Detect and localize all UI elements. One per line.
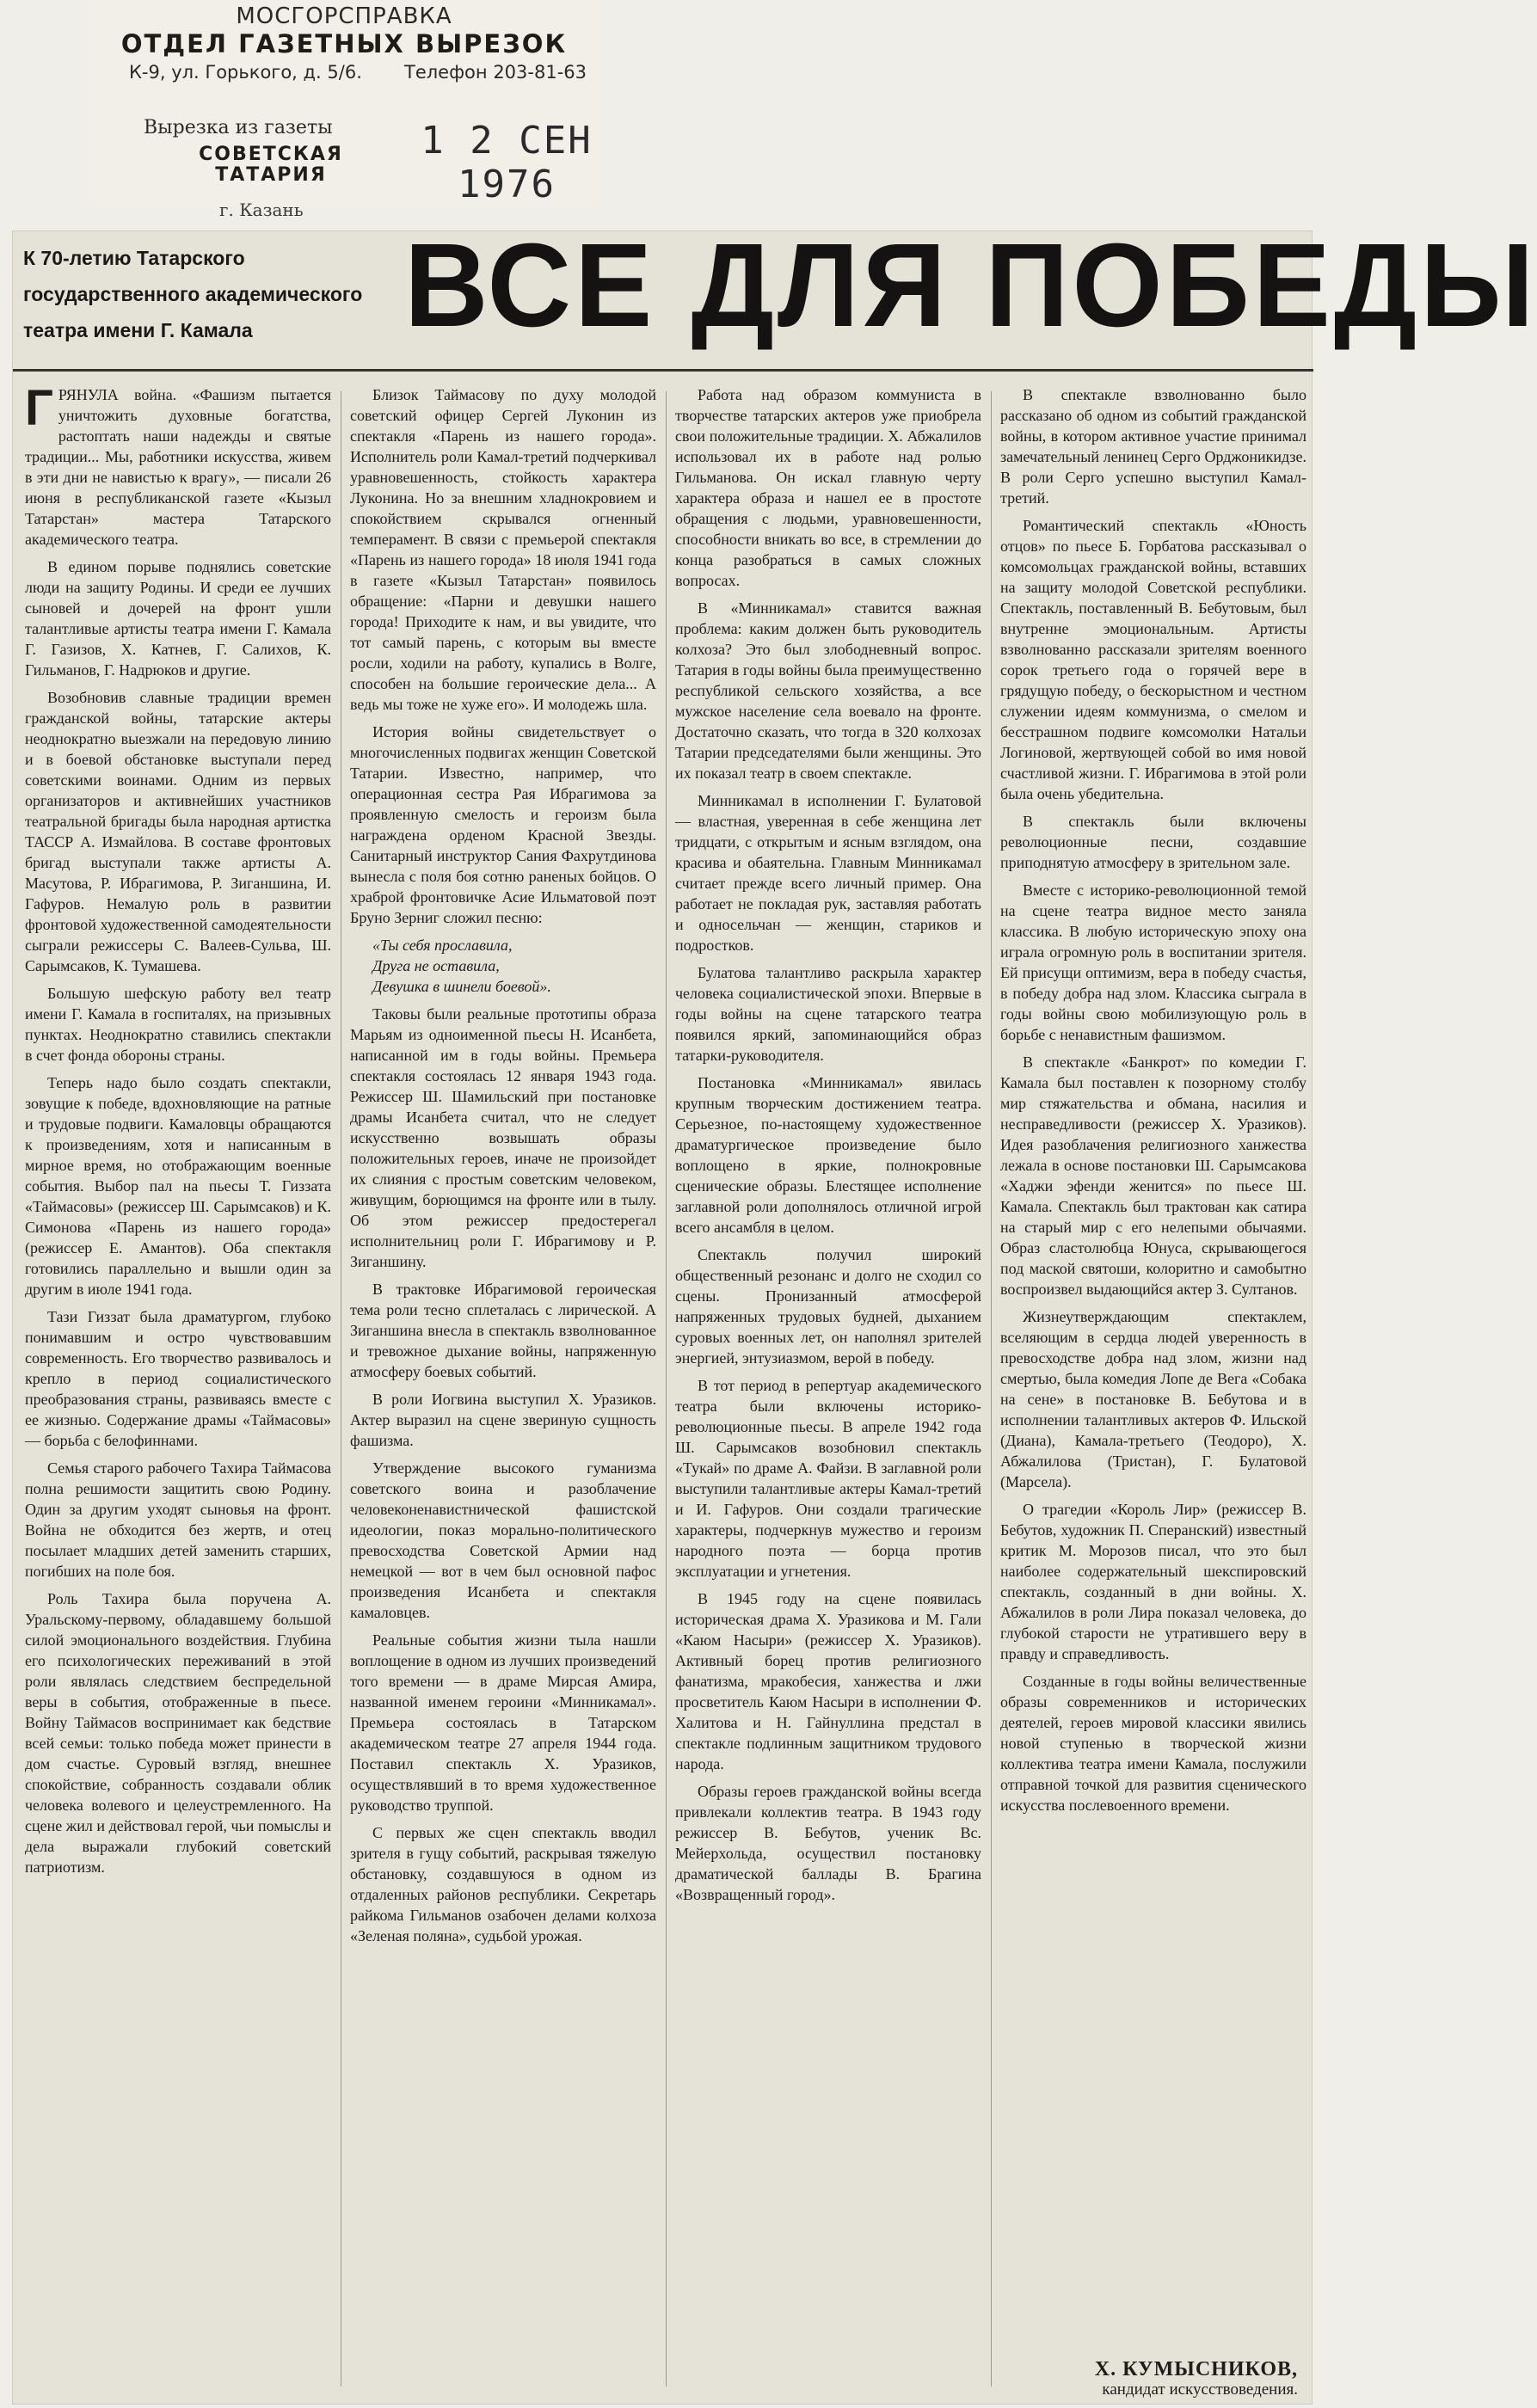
paragraph: Булатова талантливо раскрыла характер человека социалистической эпохи. Впервые в годы войны на сцене татарского театра появился яркий, запоминающийся образ татарки-руководителя. [675,964,981,1064]
paragraph: Близок Таймасову по духу молодой советский офицер Сергей Луконин из спектакля «Парень из нашего города». Исполнитель роли Камал-третий подчеркивал уравновешенность, стойкость характера Луконина. Но за внешним хладнокровием и спокойствием скрывался огненный темперамент. В связи с премьерой спектакля «Парень из нашего города» 18 июля 1941 года в газете «Кызыл Татарстан» появилось обращение: «Парни и девушки нашего города! Приходите к нам, и вы увидите, что тот самый парень, с которым вы вместе росли, ходили на работу, купались в Волге, способен на большие героические дела... А ведь мы тоже не хуже его». И молодежь шла. [350,386,656,713]
paragraph: Возобновив славные традиции времен гражданской войны, татарские актеры неоднократно выезжали на передовую линию и в боевой обстановке выступали перед советскими воинами. Одним из первых организаторов и активнейших участников театральной бригады была народная артистка ТАССР А. Измайлова. В составе фронтовых бригад выступали также артисты А. Масутова, Р. Ибрагимова, Р. Зиганшина, И. Гафуров. Немалую роль в развитии фронтовой художественной самодеятельности сыграли режиссеры С. Валеев-Сульва, Ш. Сарымсаков, К. Тумашева. [25,689,331,974]
stamp-date: 1 2 СЕН 1976 [421,119,593,206]
headline-rule [13,369,1313,372]
paragraph: В спектакле взволнованно было рассказано об одном из событий гражданской войны, в котором активное участие принимал замечательный ленинец Серго Орджоникидзе. В роли Серго успешно выступил Камал-третий. [1000,386,1306,507]
article-columns [13,380,1313,2405]
verse-line: «Ты себя прославила, [372,937,513,954]
paragraph: В тот период в репертуар академического театра были включены историко-революционные пьесы. В апреле 1942 года Ш. Сарымсаков возобновил спектакль «Тукай» по драме А. Файзи. В заглавной роли выступили талантливые актеры Камал-третий и И. Гафуров. Они создали трагические характеры, подчеркнув мужество и героизм народного поэта — борца против эксплуатации и угнетения. [675,1377,981,1580]
paragraph: В едином порыве поднялись советские люди на защиту Родины. И среди ее лучших сыновей и дочерей на фронт ушли талантливые артисты театра имени Г. Камала Г. Газизов, Х. Катнев, Г. Салихов, К. Гильманов, Г. Надрюков и другие. [25,558,331,679]
paragraph: Минникамал в исполнении Г. Булатовой — властная, уверенная в себе женщина лет тридцати, с открытым и ясным взглядом, она красива и обаятельна. Главным Минникамал считает прежде всего личный пример. Она работает не покладая рук, заставляя работать и односельчан — женщин, стариков и подростков. [675,792,981,954]
paragraph: Семья старого рабочего Тахира Таймасова полна решимости защитить свою Родину. Один за другим уходят сыновья на фронт. Война не обходится без жертв, и отец посылает младших детей заменить старших, погибших на поле боя. [25,1459,331,1580]
paragraph: Роль Тахира была поручена А. Уральскому-первому, обладавшему большой силой эмоционального воздействия. Глубина его психологических переживаний в этой роли являлась следствием беспредельной веры в события, отображенные в пьесе. Войну Таймасов воспринимает как бедствие всей семьи: только победа может принести в дом счастье. Суровый взгляд, внешнее спокойствие, собранность создавали облик человека волевого и целеустремленного. На сцене жил и действовал герой, чьи помыслы и дела выражали глубокий советский патриотизм. [25,1590,331,1876]
paragraph: Большую шефскую работу вел театр имени Г. Камала в госпиталях, на призывных пунктах. Неоднократно ставились спектакли в счет фонда обороны страны. [25,985,331,1064]
paragraph: Тази Гиззат была драматургом, глубоко понимавшим и остро чувствовавшим современность. Его творчество развивалось и крепло в период социалистического преобразования страны, развиваясь вместе с ее жизнью. Содержание драмы «Таймасовы» — борьба с белофиннами. [25,1308,331,1449]
newspaper-clipping [12,219,1537,2405]
paragraph: О трагедии «Король Лир» (режиссер В. Бебутов, художник П. Сперанский) известный критик М. Морозов писал, что это был наиболее содержательный шекспировский спектакль, созданный в дни войны. Х. Абжалилов в роли Лира показал человека, до глубокой старости не утратившего веру в правду и справедливость. [1000,1501,1306,1662]
clipping-service-stamp [90,0,598,220]
drop-cap: Г [25,380,53,436]
column-separator [666,391,667,2386]
column-separator [991,391,992,2386]
paragraph: С первых же сцен спектакль вводил зрителя в гущу событий, раскрывая тяжелую обстановку, создавшуюся в одном из отдаленных районов республики. Секретарь райкома Гильманов озабочен делами колхоза «Зеленая поляна», судьбой урожая. [350,1824,656,1944]
paragraph: Вместе с историко-революционной темой на сцене театра видное место заняла классика. В любую историческую эпоху она играла огромную роль в воспитании зрителя. Ей присущи оптимизм, вера в победу счастья, в победу добра над злом. Классика сыграла в годы войны свою мобилизующую роль в борьбе с ненавистным фашизмом. [1000,882,1306,1043]
column-2 [350,384,656,2397]
column-3 [675,384,981,2397]
paragraph: В 1945 году на сцене появилась историческая драма Х. Уразикова и М. Гали «Каюм Насыри» (режиссер Х. Уразиков). Активный борец против религиозного фанатизма, мракобесия, ханжества и лжи просветитель Каюм Насыри в исполнении Ф. Халитова и Н. Гайнуллина предстал в спектакле подлинным защитником трудового народа. [675,1590,981,1772]
author-name: Х. КУМЫСНИКОВ, [1094,2358,1298,2380]
stamp-address: К-9, ул. Горького, д. 5/6. [129,62,362,83]
verse-line: Друга не оставила, [372,957,500,974]
paragraph: Романтический спектакль «Юность отцов» по пьесе Б. Горбатова рассказывал о комсомольцах гражданской войны, вставших на защиту молодой Советской республики. Спектакль, поставленный В. Бебутовым, был внутренне эмоциональным. Артисты взволнованно рассказали зрителям военного сорок третьего года о горячей вере в грядущую победу, о бескорыстном и честном служении идеям коммунизма, о смелом и бесстрашном подвиге комсомолки Натальи Логиновой, жертвующей собой во имя новой счастливой жизни. Г. Ибрагимова в этой роли была очень убедительна. [1000,517,1306,802]
stamp-paper-line2: ТАТАРИЯ [215,164,327,186]
paragraph: Реальные события жизни тыла нашли воплощение в одном из лучших произведений того времени — в драме Мирсая Амира, названной именем героини «Минникамал». Премьера состоялась в Татарском академическом театре 27 апреля 1944 года. Поставил спектакль Х. Уразиков, осуществлявший в то время художественное руководство труппой. [350,1631,656,1814]
stamp-phone: Телефон 203-81-63 [404,62,587,83]
stamp-cut-from: Вырезка из газеты [144,117,333,138]
stamp-org: МОСГОРСПРАВКА [236,3,452,29]
paragraph: Образы героев гражданской войны всегда привлекали коллектив театра. В 1943 году режиссер В. Бебутов, ученик Вс. Мейерхольда, осуществил постановку драматической баллады В. Брагина «Возвращенный город». [675,1783,981,1903]
paragraph: Спектакль получил широкий общественный резонанс и долго не сходил со сцены. Пронизанный атмосферой напряженных трудовых будней, дыханием суровых военных лет, он наполнял зрителей энергией, энтузиазмом, верой в победу. [675,1246,981,1367]
paragraph: Созданные в годы войны величественные образы современников и исторических деятелей, героев мировой классики явились новой ступенью в творческой жизни коллектива театра имени Камала, послужили отправной точкой для развития сценического искусства послевоенного времени. [1000,1673,1306,1814]
paragraph: Жизнеутверждающим спектаклем, вселяющим в сердца людей уверенность в превосходстве добра над злом, жизни над смертью, была комедия Лопе де Вега «Собака на сене» в постановке В. Бебутова и в исполнении талантливых актеров Ф. Ильской (Диана), Камала-третьего (Теодоро), Х. Абжалилова (Тристан), Г. Булатовой (Марсела). [1000,1308,1306,1490]
lead-text: РЯНУЛА война. «Фашизм пытается уничтожить духовные богатства, растоптать наши надежды и святые традиции... Мы, работники искусства, живем в эти дни не навистью к врагу», — писали 26 июня в республиканской газете «Кызыл Татарстан» мастера Татарского академического театра. [25,386,331,548]
paragraph: Теперь надо было создать спектакли, зовущие к победе, вдохновляющие на ратные и трудовые подвиги. Камаловцы обращаются к произведениям, хотя и написанным в мирное время, но отображающим военные события. Выбор пал на пьесы Т. Гиззата «Таймасовы» (режиссер Ш. Сарымсаков) и К. Симонова «Парень из нашего города» (режиссер Е. Амантов). Оба спектакля готовились параллельно и вышли один за другим в июле 1941 года. [25,1074,331,1298]
paragraph: Таковы были реальные прототипы образа Марьям из одноименной пьесы Н. Исанбета, написанной им в годы войны. Премьера спектакля состоялась 12 января 1943 года. Режиссер Ш. Шамильский при постановке драмы Исанбета считал, что не следует искусственно возвышать образы положительных героев, иначе не произойдет их слияния с простым советским человеком, живущим, борющимся на фронте или в тылу. Об этом режиссер предостерегал исполнительниц роли Г. Ибрагимову и Р. Зиганшину. [350,1005,656,1270]
paragraph: Постановка «Минникамал» явилась крупным творческим достижением театра. Серьезное, по-настоящему художественное драматургическое произведение было воплощено в яркие, полнокровные сценические образы. Блестящее исполнение заглавной роли дополнялось отличной игрой всего ансамбля в целом. [675,1074,981,1236]
paragraph: В трактовке Ибрагимовой героическая тема роли тесно сплеталась с лирической. А Зиганшина внесла в спектакль взволнованное и тревожное дыхание войны, напряженную атмосферу боевых событий. [350,1281,656,1380]
stamp-department: ОТДЕЛ ГАЗЕТНЫХ ВЫРЕЗОК [120,29,568,58]
stamp-paper-line1: СОВЕТСКАЯ [199,144,343,165]
author-title: кандидат искусствоведения. [1102,2380,1298,2399]
verse-line: Девушка в шинели боевой». [372,978,551,995]
paragraph: Работа над образом коммуниста в творчестве татарских актеров уже приобрела свои положительные традиции. Х. Абжалилов использовал их в работе над ролью Гильманова. Он искал главную черту характера образа и нашел ее в простоте обращения с людьми, уравновешенности, способности вникать во все, в стремлении до конца разобраться в самых сложных вопросах. [675,386,981,589]
article-kicker: К 70-летию Татарского государственного академического театра имени Г. Камала [23,247,363,341]
article-headline: ВСЕ ДЛЯ ПОБЕДЫ [404,219,1537,352]
stamp-city: г. Казань [219,200,304,220]
paragraph: История войны свидетельствует о многочисленных подвигах женщин Советской Татарии. Известно, например, что операционная сестра Рая Ибрагимова за проявленную смелость и героизм была награждена орденом Красной Звезды. Санитарный инструктор Сания Фахрутдинова вынесла с поля боя сотню раненых бойцов. О храброй фронтовичке Асие Ильматовой поэт Бруно Зерниг сложил песню: [350,723,656,926]
paragraph: В спектакль были включены революционные песни, создавшие приподнятую атмосферу в зрительном зале. [1000,813,1306,871]
lead-paragraph [25,380,331,550]
paragraph: В «Минникамал» ставится важная проблема: каким должен быть руководитель колхоза? Это был злободневный вопрос. Татария в годы войны была преимущественно республикой сельского хозяйства, а все мужское население села воевало на фронте. Достаточно сказать, что тогда в 320 колхозах Татарии председателями были женщины. Это их показал театр в своем спектакле. [675,599,981,782]
stamp-newspaper-name [176,144,366,186]
paragraph: Утверждение высокого гуманизма советского воина и разоблачение человеконенавистнической фашистской идеологии, показ морально-политического превосходства Советской Армии над немецкой — вот в чем был основной пафос произведения Исанбета и спектакля камаловцев. [350,1459,656,1621]
column-1 [25,380,331,2397]
paragraph: В спектакле «Банкрот» по комедии Г. Камала был поставлен к позорному столбу мир стяжательства и обмана, насилия и несправедливости (режиссер Х. Уразиков). Идея разоблачения религиозного ханжества лежала в основе постановки Ш. Сарымсакова «Хаджи эфенди женится» по пьесе Ш. Камала. Спектакль был трактован как сатира на старый мир с его нелепыми обычаями. Образ сластолюбца Юнуса, скрывающегося под маской святоши, колоритно и самобытно воспроизвел выдающийся актер З. Султанов. [1000,1054,1306,1298]
stamp-address-line [129,62,593,83]
author-signature [971,2359,1298,2400]
column-4 [1000,384,1306,2354]
paragraph: В роли Иогвина выступил Х. Уразиков. Актер выразил на сцене звериную сущность фашизма. [350,1391,656,1449]
